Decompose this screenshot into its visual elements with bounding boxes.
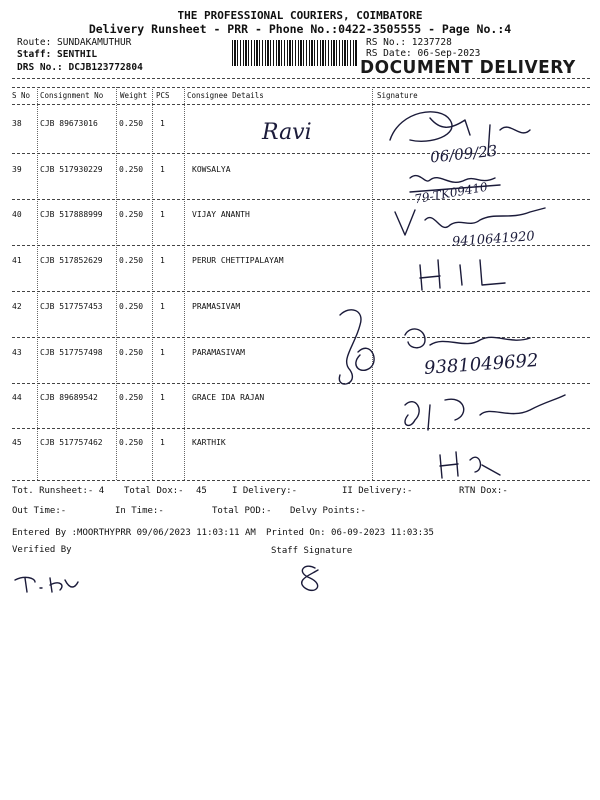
row-consignee: PRAMASIVAM — [192, 302, 241, 311]
row-consignment: CJB 517888999 — [40, 210, 103, 219]
row-sno: 42 — [12, 302, 22, 311]
row-consignee: VIJAY ANANTH — [192, 210, 250, 219]
divider — [12, 87, 590, 88]
col-separator — [184, 87, 185, 480]
row-consignment: CJB 89689542 — [40, 393, 98, 402]
total-dox-label: Total Dox:- — [124, 486, 184, 496]
staff-signature: Staff Signature — [271, 546, 353, 556]
route: Route: SUNDAKAMUTHUR — [17, 37, 132, 48]
total-dox-value: 45 — [196, 486, 207, 496]
col-separator — [116, 87, 117, 480]
out-time: Out Time:- — [12, 506, 67, 516]
row-weight: 0.250 — [119, 210, 144, 219]
handwritten-phone: 9410641920 — [451, 229, 536, 250]
row-pcs: 1 — [160, 393, 165, 402]
row-pcs: 1 — [160, 438, 165, 447]
row-sno: 41 — [12, 256, 22, 265]
signature-scribbles — [370, 100, 590, 485]
in-time: In Time:- — [115, 506, 164, 516]
company-name: THE PROFESSIONAL COURIERS, COIMBATORE — [177, 9, 423, 22]
row-sno: 39 — [12, 165, 22, 174]
row-pcs: 1 — [160, 348, 165, 357]
handwritten-phone: 9381049692 — [423, 350, 540, 379]
row-consignment: CJB 517852629 — [40, 256, 103, 265]
row-sno: 45 — [12, 438, 22, 447]
row-weight: 0.250 — [119, 119, 144, 128]
row-consignee: GRACE IDA RAJAN — [192, 393, 265, 402]
row-sno: 43 — [12, 348, 22, 357]
col-separator — [152, 87, 153, 480]
entered-by: Entered By :MOORTHYPRR 09/06/2023 11:03:11 AM — [12, 528, 256, 538]
row-consignment: CJB 517930229 — [40, 165, 103, 174]
row-consignee: PERUR CHETTIPALAYAM — [192, 256, 284, 265]
row-consignment: CJB 517757462 — [40, 438, 103, 447]
handwritten-phone: 79-TK09410 — [413, 179, 489, 207]
rs-number: RS No.: 1237728 — [366, 37, 452, 48]
col-sno: S No — [12, 91, 31, 100]
ii-delivery: II Delivery:- — [342, 486, 413, 496]
row-pcs: 1 — [160, 119, 165, 128]
row-sno: 44 — [12, 393, 22, 402]
row-pcs: 1 — [160, 302, 165, 311]
row-sno: 40 — [12, 210, 22, 219]
row-weight: 0.250 — [119, 393, 144, 402]
document-delivery-stamp: DOCUMENT DELIVERY — [360, 57, 576, 79]
printed-on: Printed On: 06-09-2023 11:03:35 — [266, 528, 434, 538]
col-separator — [37, 87, 38, 480]
barcode — [232, 40, 358, 66]
handwritten-name: Ravi — [262, 120, 312, 145]
row-weight: 0.250 — [119, 438, 144, 447]
row-weight: 0.250 — [119, 256, 144, 265]
delvy-points: Delvy Points:- — [290, 506, 366, 516]
row-pcs: 1 — [160, 165, 165, 174]
staff: Staff: SENTHIL — [17, 49, 98, 60]
col-pcs: PCS — [156, 91, 170, 100]
handwritten-date: 06/09/23 — [429, 141, 499, 167]
i-delivery: I Delivery:- — [232, 486, 298, 496]
row-consignee: KOWSALYA — [192, 165, 231, 174]
row-consignee: PARAMASIVAM — [192, 348, 245, 357]
verifier-signatures — [10, 560, 350, 600]
row-weight: 0.250 — [119, 302, 144, 311]
runsheet-title: Delivery Runsheet - PRR - Phone No.:0422-3505555 - Page No.:4 — [88, 22, 512, 36]
row-weight: 0.250 — [119, 348, 144, 357]
row-consignee: KARTHIK — [192, 438, 226, 447]
row-pcs: 1 — [160, 256, 165, 265]
row-consignment: CJB 517757498 — [40, 348, 103, 357]
row-consignment: CJB 89673016 — [40, 119, 98, 128]
total-pod: Total POD:- — [212, 506, 272, 516]
row-pcs: 1 — [160, 210, 165, 219]
rs-date: RS Date: 06-Sep-2023 — [366, 48, 481, 59]
col-weight: Weight — [120, 91, 148, 100]
col-consignment: Consignment No — [40, 91, 104, 100]
tot-runsheet: Tot. Runsheet:- 4 — [12, 486, 105, 496]
row-consignment: CJB 517757453 — [40, 302, 103, 311]
row-weight: 0.250 — [119, 165, 144, 174]
rtn-dox: RTN Dox:- — [459, 486, 508, 496]
col-consignee: Consignee Details — [187, 91, 264, 100]
row-sno: 38 — [12, 119, 22, 128]
col-signature: Signature — [377, 91, 418, 100]
drs-number: DRS No.: DCJB123772804 — [17, 62, 143, 73]
verified-by: Verified By — [12, 545, 72, 555]
divider — [12, 78, 590, 79]
